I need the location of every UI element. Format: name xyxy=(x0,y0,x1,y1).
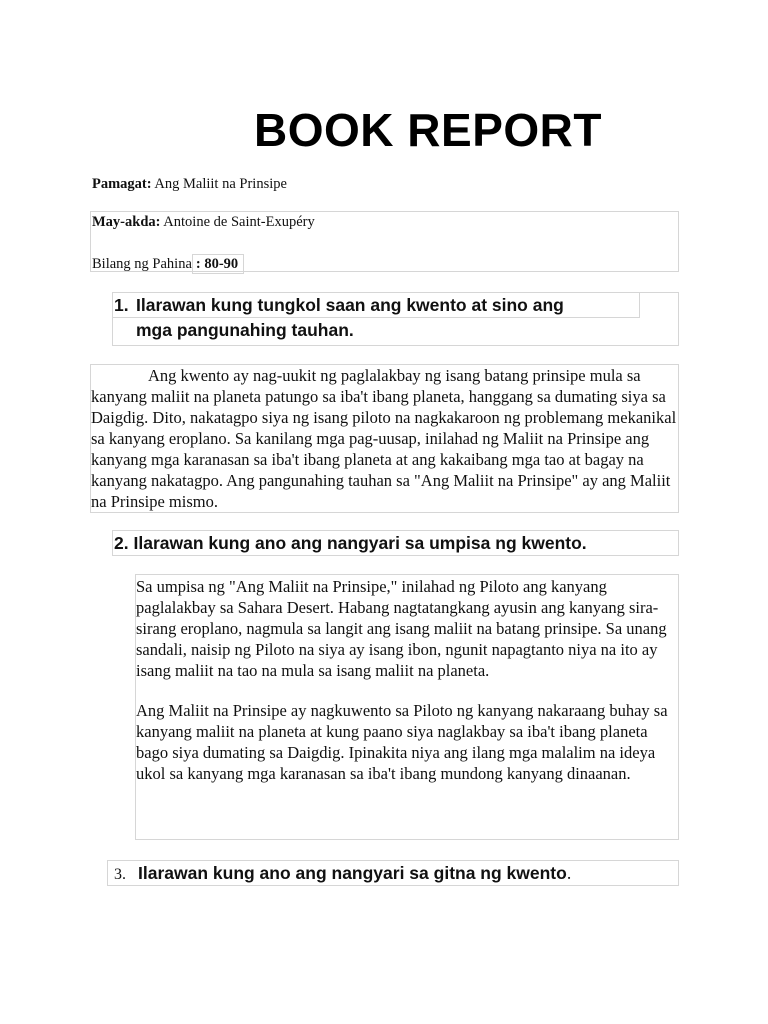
question-3 xyxy=(114,861,571,887)
answer-1 xyxy=(91,365,679,512)
question-2 xyxy=(114,531,587,556)
question-3-number: 3. xyxy=(114,866,126,883)
question-1 xyxy=(114,293,674,343)
question-2-text: Ilarawan kung ano ang nangyari sa umpisa ng kwento. xyxy=(133,533,587,553)
title-label: Pamagat: xyxy=(92,176,152,192)
pages-field xyxy=(92,254,244,274)
question-1-line2: mga pangunahing tauhan. xyxy=(136,320,354,340)
title-value: Ang Maliit na Prinsipe xyxy=(151,176,287,192)
question-1-number: 1. xyxy=(114,295,129,315)
author-value: Antoine de Saint-Exupéry xyxy=(160,214,315,230)
author-field xyxy=(92,213,315,231)
question-3-text: Ilarawan kung ano ang nangyari sa gitna ng kwento xyxy=(138,863,567,883)
author-label: May-akda: xyxy=(92,214,161,230)
title-field xyxy=(92,175,287,193)
question-3-period: . xyxy=(566,863,572,883)
answer-2-paragraph-2: Ang Maliit na Prinsipe ay nagkuwento sa Piloto ng kanyang nakaraang buhay sa kanyang maliit na planeta at kung paano siya naglakbay sa iba't ibang planeta bago siya dumating sa Daigdig. Ipinakita niya ang ilang mga malalim na ideya ukol sa kanyang mga karanasan sa iba't ibang mundong kanyang dinaanan. xyxy=(136,701,668,783)
question-1-line1: Ilarawan kung tungkol saan ang kwento at sino ang xyxy=(136,295,564,315)
page-title: BOOK REPORT xyxy=(254,104,602,156)
question-2-number: 2. xyxy=(114,533,129,553)
answer-1-text: Ang kwento ay nag-uukit ng paglalakbay ng isang batang prinsipe mula sa kanyang maliit na planeta patungo sa iba't ibang planeta, hanggang sa dumating siya sa Daigdig. Dito, nakatagpo siya ng isang piloto na nagkakaroon ng problemang mekanikal sa kanyang eroplano. Sa kanilang mga pag-uusap, inilahad ng Maliit na Prinsipe ang kanyang mga karanasan sa iba't ibang planeta at ang kakaibang mga tao at bagay na kanyang nakatagpo. Ang pangunahing tauhan sa "Ang Maliit na Prinsipe" ay ang Maliit na Prinsipe mismo. xyxy=(91,366,677,511)
pages-label: Bilang ng Pahina xyxy=(92,256,192,272)
pages-value: : 80-90 xyxy=(192,254,244,274)
answer-2-paragraph-1: Sa umpisa ng "Ang Maliit na Prinsipe," inilahad ng Piloto ang kanyang paglalakbay sa Sahara Desert. Habang nagtatangkang ayusin ang kanyang sira-sirang eroplano, nagmula sa langit ang isang maliit na batang prinsipe. Sa unang sandali, naisip ng Piloto na siya ay isang ibon, ngunit napagtanto niya na ito ay isang maliit na tao na mula sa isang maliit na planeta. xyxy=(136,577,667,680)
